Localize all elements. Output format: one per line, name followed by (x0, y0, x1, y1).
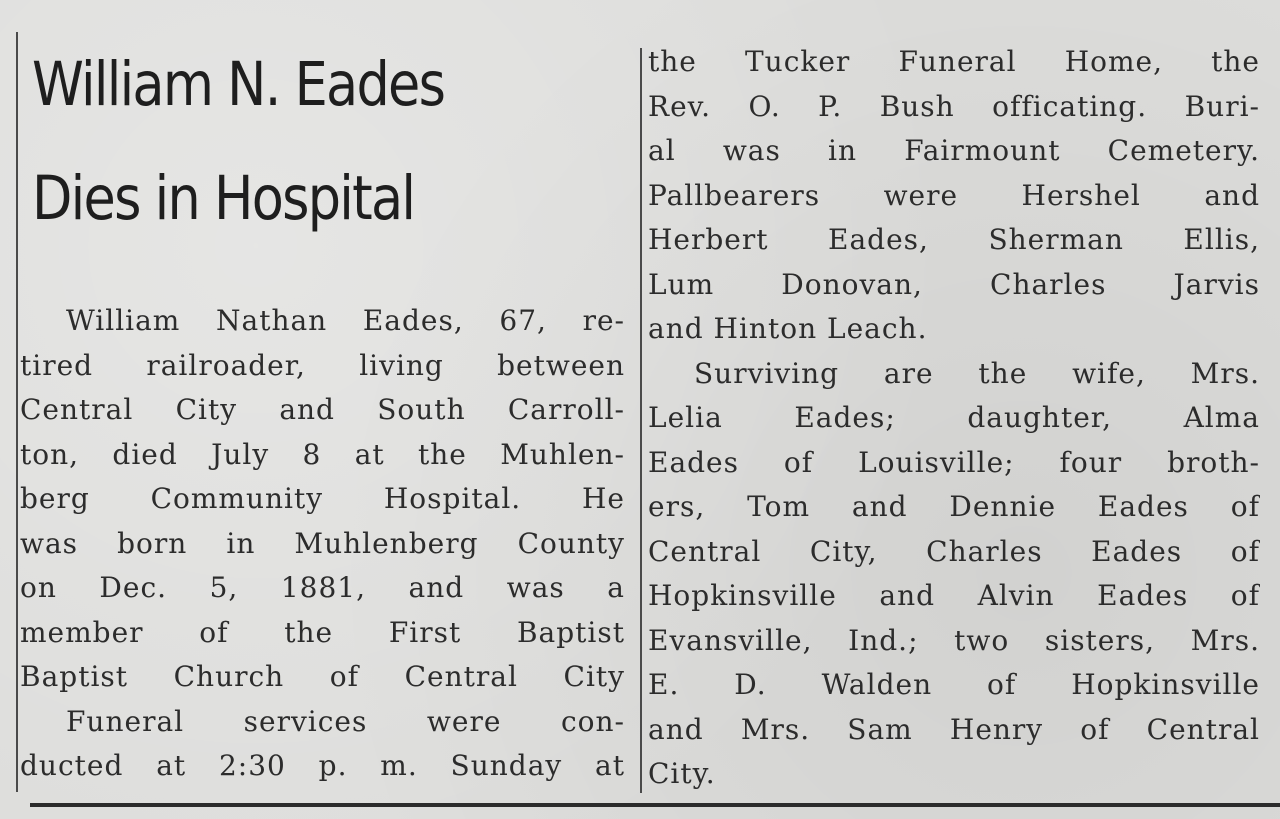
bottom-rule (30, 803, 1280, 807)
text-line: Pallbearers were Hershel and (648, 178, 1260, 212)
headline (32, 28, 539, 256)
headline-line-2: Dies in Hospital (32, 163, 415, 234)
text-line: City. (648, 757, 716, 790)
text-line: Rev. O. P. Bush officating. Buri- (648, 89, 1260, 123)
text-line: and Hinton Leach. (648, 312, 928, 345)
text-line: Eades of Louisville; four broth- (648, 445, 1260, 479)
text-line: Funeral services were con- (66, 704, 625, 738)
text-line: Hopkinsville and Alvin Eades of (648, 579, 1260, 612)
text-line: al was in Fairmount Cemetery. (648, 134, 1260, 167)
text-line: Lelia Eades; daughter, Alma (648, 401, 1260, 434)
text-line: member of the First Baptist (20, 615, 625, 649)
text-line: on Dec. 5, 1881, and was a (20, 571, 625, 604)
column-divider-rule (640, 48, 642, 793)
text-line: Baptist Church of Central City (20, 660, 625, 693)
text-line: ers, Tom and Dennie Eades of (648, 490, 1260, 523)
text-line: Central City, Charles Eades of (648, 534, 1260, 568)
text-line: Central City and South Carroll- (20, 393, 625, 426)
text-line: berg Community Hospital. He (20, 482, 625, 515)
text-line: Lum Donovan, Charles Jarvis (648, 267, 1260, 301)
text-line: Evansville, Ind.; two sisters, Mrs. (648, 623, 1260, 657)
left-column-rule (16, 32, 18, 792)
article-column-left (20, 299, 625, 789)
text-line: William Nathan Eades, 67, re- (66, 304, 625, 337)
article-column-right (648, 40, 1260, 797)
text-line: and Mrs. Sam Henry of Central (648, 712, 1260, 746)
text-line: ton, died July 8 at the Muhlen- (20, 437, 625, 471)
text-line: Herbert Eades, Sherman Ellis, (648, 223, 1260, 256)
headline-line-1: William N. Eades (32, 49, 445, 120)
text-line: E. D. Walden of Hopkinsville (648, 668, 1260, 701)
text-line: Surviving are the wife, Mrs. (694, 356, 1260, 390)
text-line: tired railroader, living between (20, 348, 625, 382)
text-line: the Tucker Funeral Home, the (648, 45, 1260, 78)
text-line: was born in Muhlenberg County (20, 526, 625, 560)
text-line: ducted at 2:30 p. m. Sunday at (20, 749, 625, 782)
